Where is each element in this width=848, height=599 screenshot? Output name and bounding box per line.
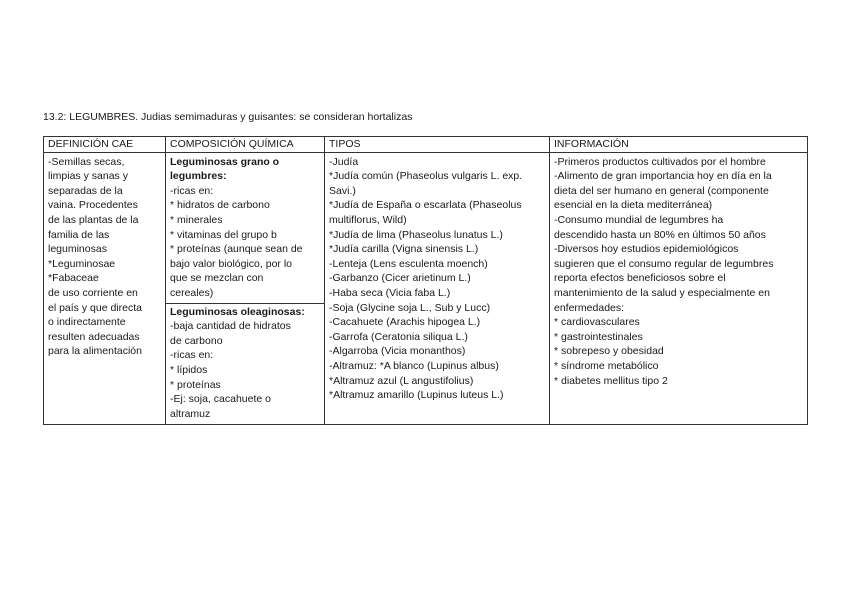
definicion-line: para la alimentación xyxy=(48,345,142,358)
grano-item: bajo valor biológico, por lo xyxy=(170,257,292,270)
header-definicion: DEFINICIÓN CAE xyxy=(44,137,166,153)
header-informacion: INFORMACIÓN xyxy=(550,137,808,153)
informacion-line: * gastrointestinales xyxy=(554,330,643,343)
informacion-line: * cardiovasculares xyxy=(554,316,640,329)
oleaginosas-item: -ricas en: xyxy=(170,349,214,362)
legumbres-table xyxy=(43,136,808,425)
tipos-line: -Algarroba (Vicia monanthos) xyxy=(329,345,466,358)
oleaginosas-item: de carbono xyxy=(170,334,223,347)
informacion-line: descendido hasta un 80% en últimos 50 años xyxy=(554,228,766,241)
informacion-line: * sobrepeso y obesidad xyxy=(554,345,664,358)
grano-item: * proteínas (aunque sean de xyxy=(170,243,303,256)
tipos-line: Savi.) xyxy=(329,184,356,197)
informacion-line: reporta efectos beneficiosos sobre el xyxy=(554,272,726,285)
informacion-cell xyxy=(550,152,808,424)
definicion-line: familia de las xyxy=(48,228,110,241)
header-row xyxy=(44,137,808,153)
informacion-line: -Primeros productos cultivados por el hombre xyxy=(554,155,766,168)
tipos-line: -Garbanzo (Cicer arietinum L.) xyxy=(329,272,471,285)
grano-item: que se mezclan con xyxy=(170,272,264,285)
informacion-line: esencial en la dieta mediterránea) xyxy=(554,199,713,212)
definicion-line: el país y que directa xyxy=(48,301,142,314)
grano-item: -ricas en: xyxy=(170,184,214,197)
tipos-cell xyxy=(325,152,550,424)
informacion-line: sugieren que el consumo regular de legumbres xyxy=(554,257,774,270)
tipos-line: -Lenteja (Lens esculenta moench) xyxy=(329,257,488,270)
tipos-line: *Altramuz amarillo (Lupinus luteus L.) xyxy=(329,389,504,402)
header-tipos: TIPOS xyxy=(325,137,550,153)
document-title: 13.2: LEGUMBRES. Judias semimaduras y guisantes: se consideran hortalizas xyxy=(43,111,413,123)
oleaginosas-item: -Ej: soja, cacahuete o xyxy=(170,393,271,406)
definicion-line: -Semillas secas, xyxy=(48,155,125,168)
informacion-line: enfermedades: xyxy=(554,301,625,314)
definicion-line: limpias y sanas y xyxy=(48,170,128,183)
tipos-line: -Haba seca (Vicia faba L.) xyxy=(329,286,451,299)
content-row xyxy=(44,152,808,424)
definicion-line: de uso corriente en xyxy=(48,286,138,299)
informacion-line: dieta del ser humano en general (componente xyxy=(554,184,769,197)
grano-section xyxy=(170,155,320,301)
grano-title: legumbres: xyxy=(170,170,227,183)
definicion-line: *Fabaceae xyxy=(48,272,99,285)
composicion-cell xyxy=(166,152,325,424)
tipos-line: *Altramuz azul (L angustifolius) xyxy=(329,374,474,387)
grano-item: * hidratos de carbono xyxy=(170,199,270,212)
tipos-line: -Cacahuete (Arachis hipogea L.) xyxy=(329,316,481,329)
informacion-line: mantenimiento de la salud y especialmente en xyxy=(554,286,770,299)
informacion-line: * síndrome metabólico xyxy=(554,359,659,372)
definicion-line: vaina. Procedentes xyxy=(48,199,138,212)
tipos-line: *Judía de España o escarlata (Phaseolus xyxy=(329,199,522,212)
definicion-line: *Leguminosae xyxy=(48,257,116,270)
tipos-line: *Judía de lima (Phaseolus lunatus L.) xyxy=(329,228,503,241)
definicion-line: separadas de la xyxy=(48,184,123,197)
tipos-line: -Altramuz: *A blanco (Lupinus albus) xyxy=(329,359,499,372)
tipos-line: -Soja (Glycine soja L., Sub y Lucc) xyxy=(329,301,491,314)
definicion-cell xyxy=(44,152,166,424)
informacion-line: -Alimento de gran importancia hoy en día en la xyxy=(554,170,772,183)
oleaginosas-item: * proteínas xyxy=(170,378,221,391)
informacion-line: -Diversos hoy estudios epidemiológicos xyxy=(554,243,739,256)
grano-title: Leguminosas grano o xyxy=(170,155,280,168)
header-composicion: COMPOSICIÓN QUÍMICA xyxy=(166,137,325,153)
informacion-line: * diabetes mellitus tipo 2 xyxy=(554,374,668,387)
tipos-line: -Judía xyxy=(329,155,359,168)
definicion-line: de las plantas de la xyxy=(48,213,139,226)
grano-item: cereales) xyxy=(170,286,214,299)
grano-item: * vitaminas del grupo b xyxy=(170,228,277,241)
oleaginosas-item: altramuz xyxy=(170,407,211,420)
grano-item: * minerales xyxy=(170,213,223,226)
tipos-line: *Judía carilla (Vigna sinensis L.) xyxy=(329,243,479,256)
tipos-line: -Garrofa (Ceratonia siliqua L.) xyxy=(329,330,468,343)
oleaginosas-item: * lípidos xyxy=(170,363,208,376)
definicion-line: o indirectamente xyxy=(48,316,126,329)
oleaginosas-item: -baja cantidad de hidratos xyxy=(170,320,291,333)
oleaginosas-title: Leguminosas oleaginosas: xyxy=(170,305,305,318)
oleaginosas-section xyxy=(166,303,324,422)
tipos-line: *Judía común (Phaseolus vulgaris L. exp. xyxy=(329,170,523,183)
tipos-line: multiflorus, Wild) xyxy=(329,213,407,226)
definicion-line: leguminosas xyxy=(48,243,107,256)
informacion-line: -Consumo mundial de legumbres ha xyxy=(554,213,724,226)
definicion-line: resulten adecuadas xyxy=(48,330,140,343)
